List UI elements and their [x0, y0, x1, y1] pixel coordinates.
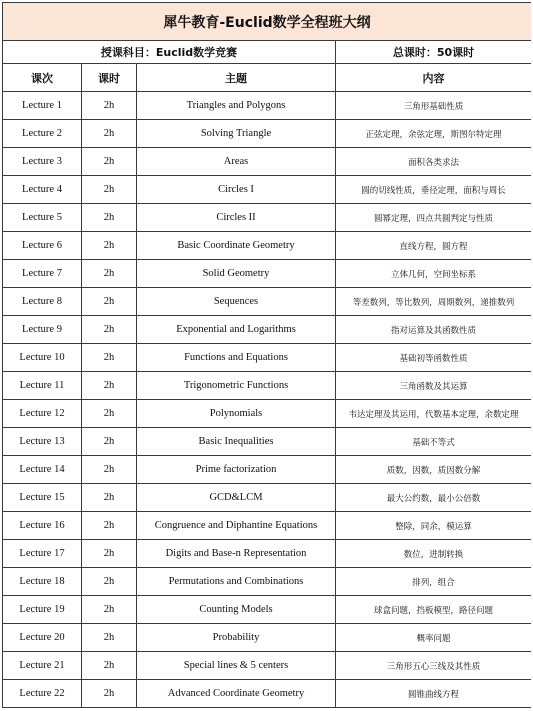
table-row [3, 120, 532, 148]
lecture-cell: Lecture 4 [3, 176, 82, 204]
lecture-cell: Lecture 14 [3, 456, 82, 484]
hours-cell: 2h [82, 260, 137, 288]
content-cell: 基础初等函数性质 [336, 344, 532, 372]
topic-cell: Basic Inequalities [137, 428, 336, 456]
content-cell: 等差数列，等比数列，周期数列，递推数列 [336, 288, 532, 316]
hours-cell: 2h [82, 344, 137, 372]
hours-cell: 2h [82, 316, 137, 344]
topic-cell: Advanced Coordinate Geometry [137, 680, 336, 708]
hours-cell: 2h [82, 288, 137, 316]
content-cell: 三角形五心三线及其性质 [336, 652, 532, 680]
table-row [3, 204, 532, 232]
title-row [3, 3, 532, 41]
table-row [3, 484, 532, 512]
lecture-cell: Lecture 9 [3, 316, 82, 344]
hours-cell: 2h [82, 624, 137, 652]
column-header-lecture: 课次 [3, 64, 82, 92]
topic-cell: Probability [137, 624, 336, 652]
table-row [3, 624, 532, 652]
content-cell: 数位，进制转换 [336, 540, 532, 568]
hours-cell: 2h [82, 680, 137, 708]
topic-cell: Triangles and Polygons [137, 92, 336, 120]
content-cell: 三角函数及其运算 [336, 372, 532, 400]
total-hours-label: 总课时：50课时 [336, 41, 532, 64]
lecture-cell: Lecture 21 [3, 652, 82, 680]
content-cell: 直线方程，圆方程 [336, 232, 532, 260]
lecture-cell: Lecture 8 [3, 288, 82, 316]
hours-cell: 2h [82, 120, 137, 148]
hours-cell: 2h [82, 652, 137, 680]
topic-cell: Exponential and Logarithms [137, 316, 336, 344]
hours-cell: 2h [82, 400, 137, 428]
content-cell: 概率问题 [336, 624, 532, 652]
content-cell: 三角形基础性质 [336, 92, 532, 120]
hours-cell: 2h [82, 540, 137, 568]
table-row [3, 288, 532, 316]
table-row [3, 680, 532, 708]
lecture-cell: Lecture 6 [3, 232, 82, 260]
hours-cell: 2h [82, 176, 137, 204]
lecture-cell: Lecture 1 [3, 92, 82, 120]
hours-cell: 2h [82, 232, 137, 260]
topic-cell: Circles II [137, 204, 336, 232]
table-row [3, 372, 532, 400]
content-cell: 面积各类求法 [336, 148, 532, 176]
topic-cell: Polynomials [137, 400, 336, 428]
table-row [3, 428, 532, 456]
lecture-cell: Lecture 7 [3, 260, 82, 288]
content-cell: 韦达定理及其运用，代数基本定理，余数定理 [336, 400, 532, 428]
column-header-topic: 主题 [137, 64, 336, 92]
topic-cell: GCD&LCM [137, 484, 336, 512]
lecture-cell: Lecture 22 [3, 680, 82, 708]
lecture-cell: Lecture 11 [3, 372, 82, 400]
table-row [3, 92, 532, 120]
topic-cell: Trigonometric Functions [137, 372, 336, 400]
content-cell: 圆的切线性质，垂径定理，面积与周长 [336, 176, 532, 204]
lecture-cell: Lecture 17 [3, 540, 82, 568]
lecture-cell: Lecture 15 [3, 484, 82, 512]
table-row [3, 232, 532, 260]
lecture-cell: Lecture 2 [3, 120, 82, 148]
syllabus-sheet [2, 2, 531, 711]
lecture-cell: Lecture 20 [3, 624, 82, 652]
topic-cell: Sequences [137, 288, 336, 316]
table-row [3, 512, 532, 540]
lecture-cell: Lecture 10 [3, 344, 82, 372]
table-row [3, 148, 532, 176]
table-row [3, 652, 532, 680]
topic-cell: Solid Geometry [137, 260, 336, 288]
hours-cell: 2h [82, 596, 137, 624]
topic-cell: Prime factorization [137, 456, 336, 484]
content-cell: 球盒问题，挡板模型，路径问题 [336, 596, 532, 624]
hours-cell: 2h [82, 512, 137, 540]
content-cell: 整除，同余，模运算 [336, 512, 532, 540]
hours-cell: 2h [82, 148, 137, 176]
topic-cell: Basic Coordinate Geometry [137, 232, 336, 260]
topic-cell: Digits and Base-n Representation [137, 540, 336, 568]
table-row [3, 176, 532, 204]
content-cell: 立体几何，空间坐标系 [336, 260, 532, 288]
lecture-cell: Lecture 18 [3, 568, 82, 596]
topic-cell: Congruence and Diphantine Equations [137, 512, 336, 540]
topic-cell: Counting Models [137, 596, 336, 624]
subject-row [3, 41, 532, 64]
table-row [3, 456, 532, 484]
topic-cell: Solving Triangle [137, 120, 336, 148]
hours-cell: 2h [82, 428, 137, 456]
content-cell: 指对运算及其函数性质 [336, 316, 532, 344]
hours-cell: 2h [82, 372, 137, 400]
topic-cell: Functions and Equations [137, 344, 336, 372]
lecture-cell: Lecture 19 [3, 596, 82, 624]
table-row [3, 540, 532, 568]
content-cell: 最大公约数，最小公倍数 [336, 484, 532, 512]
column-header-row [3, 64, 532, 92]
topic-cell: Circles I [137, 176, 336, 204]
column-header-hours: 课时 [82, 64, 137, 92]
topic-cell: Special lines & 5 centers [137, 652, 336, 680]
content-cell: 圆锥曲线方程 [336, 680, 532, 708]
table-row [3, 316, 532, 344]
content-cell: 质数，因数，质因数分解 [336, 456, 532, 484]
hours-cell: 2h [82, 568, 137, 596]
lecture-cell: Lecture 13 [3, 428, 82, 456]
lecture-cell: Lecture 5 [3, 204, 82, 232]
table-row [3, 344, 532, 372]
table-row [3, 596, 532, 624]
content-cell: 圆幂定理，四点共圆判定与性质 [336, 204, 532, 232]
lecture-cell: Lecture 3 [3, 148, 82, 176]
subject-label: 授课科目：Euclid数学竞赛 [3, 41, 336, 64]
content-cell: 排列，组合 [336, 568, 532, 596]
hours-cell: 2h [82, 456, 137, 484]
hours-cell: 2h [82, 204, 137, 232]
table-row [3, 400, 532, 428]
lecture-cell: Lecture 16 [3, 512, 82, 540]
syllabus-table [2, 2, 531, 708]
content-cell: 基础不等式 [336, 428, 532, 456]
content-cell: 正弦定理，余弦定理，斯图尔特定理 [336, 120, 532, 148]
table-row [3, 568, 532, 596]
hours-cell: 2h [82, 484, 137, 512]
topic-cell: Areas [137, 148, 336, 176]
column-header-content: 内容 [336, 64, 532, 92]
topic-cell: Permutations and Combinations [137, 568, 336, 596]
lecture-cell: Lecture 12 [3, 400, 82, 428]
syllabus-title: 犀牛教育-Euclid数学全程班大纲 [3, 3, 532, 41]
hours-cell: 2h [82, 92, 137, 120]
table-row [3, 260, 532, 288]
